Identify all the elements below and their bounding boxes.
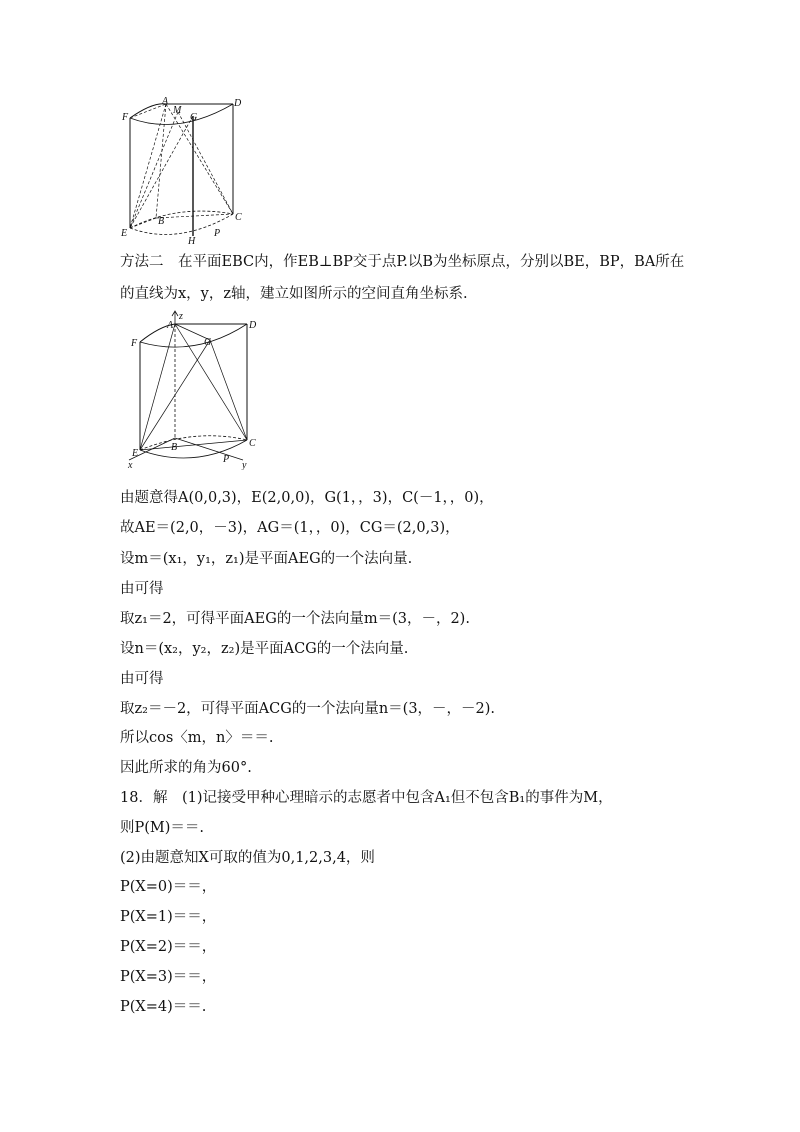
fig1-label-M: M	[173, 105, 182, 116]
text-line: 则P(M)＝＝.	[120, 820, 205, 836]
text-line: 设m＝(x₁，y₁，z₁)是平面AEG的一个法向量.	[120, 551, 413, 567]
fig1-label-D: D	[234, 98, 242, 109]
text-line: P(X=0)＝＝，	[120, 879, 217, 895]
fig1-label-P: P	[214, 228, 221, 239]
fig1-label-F: F	[122, 112, 129, 123]
text-line: 由可得	[120, 671, 164, 687]
text-line: 故AE＝(2,0，－3)，AG＝(1，，0)，CG＝(2,0,3)，	[120, 520, 460, 536]
text-line: 取z₁＝2，可得平面AEG的一个法向量m＝(3，－，2).	[120, 611, 470, 627]
fig1-label-C: C	[235, 212, 242, 223]
fig1-label-B: B	[158, 216, 165, 227]
fig2-label-A: A	[167, 320, 174, 331]
text-line: P(X=2)＝＝，	[120, 939, 217, 955]
text-line: 设n＝(x₂，y₂，z₂)是平面ACG的一个法向量.	[120, 641, 409, 657]
fig2-label-D: D	[249, 320, 257, 331]
text-line: 由题意得A(0,0,3)，E(2,0,0)，G(1，，3)，C(－1，，0)，	[120, 490, 494, 506]
fig2-label-P: P	[223, 454, 230, 465]
fig2-label-E: E	[132, 448, 139, 459]
text-line: 18．解 (1)记接受甲种心理暗示的志愿者中包含A₁但不包含B₁的事件为M，	[120, 790, 613, 806]
text-line: 所以cos〈m，n〉＝＝.	[120, 730, 274, 746]
text-line: P(X=1)＝＝，	[120, 909, 217, 925]
text-line: 因此所求的角为60°.	[120, 760, 252, 776]
fig1-label-A: A	[162, 96, 169, 107]
text-line: (2)由题意知X可取的值为0,1,2,3,4，则	[120, 850, 375, 866]
fig1-label-H: H	[188, 236, 196, 246]
fig2-label-G: G	[204, 337, 212, 348]
fig2-label-F: F	[131, 338, 138, 349]
text-line: 取z₂＝－2，可得平面ACG的一个法向量n＝(3，－，－2).	[120, 701, 496, 717]
figure-1-solid-diagram	[118, 96, 248, 246]
text-line: P(X=3)＝＝，	[120, 969, 217, 985]
fig2-label-B: B	[171, 442, 178, 453]
figure-1-svg	[118, 96, 248, 246]
text-line: 方法二 在平面EBC内，作EB⊥BP交于点P.以B为坐标原点，分别以BE，BP，BA所在	[120, 254, 685, 270]
figure-2-coordinate-diagram	[125, 310, 260, 470]
fig1-label-G: G	[190, 112, 198, 123]
figure-2-svg	[125, 310, 260, 470]
fig2-label-C: C	[249, 438, 256, 449]
fig2-label-x: x	[128, 460, 133, 470]
text-line: 的直线为x，y，z轴，建立如图所示的空间直角坐标系.	[120, 286, 468, 302]
fig2-label-z: z	[179, 311, 183, 322]
text-line: P(X=4)＝＝.	[120, 999, 207, 1015]
fig2-label-y: y	[242, 460, 247, 470]
text-line: 由可得	[120, 581, 164, 597]
fig1-label-E: E	[121, 228, 128, 239]
